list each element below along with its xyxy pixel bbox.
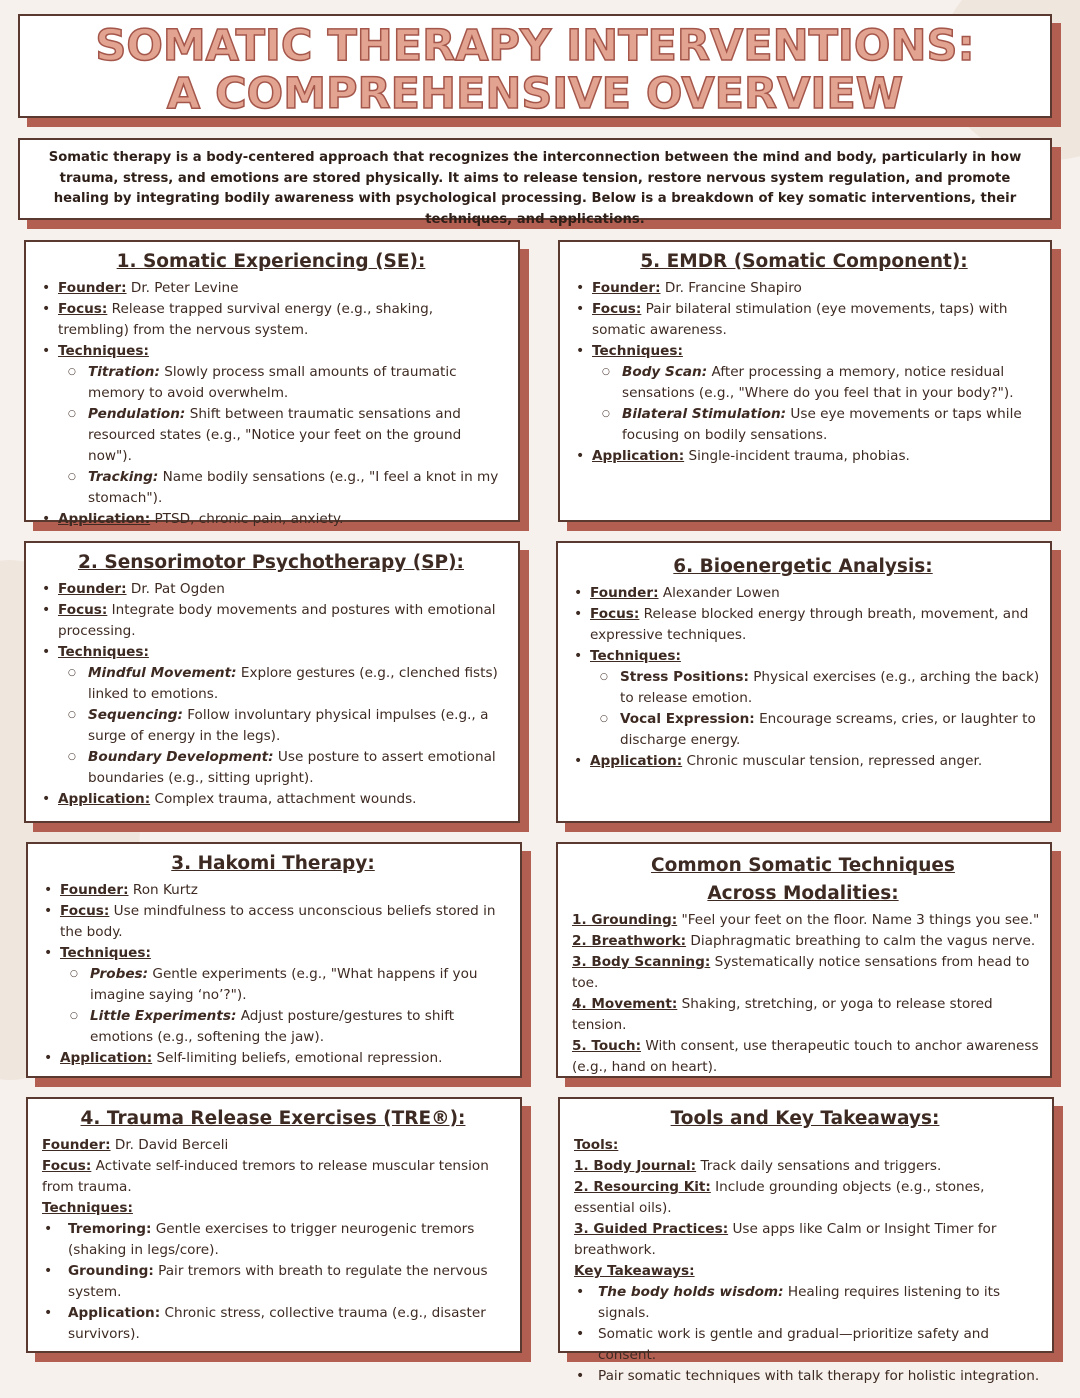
item-text: Name bodily sensations (e.g., "I feel a knot in my stomach").: [88, 469, 499, 506]
item-text: Slowly process small amounts of traumatic memory to avoid overwhelm.: [88, 364, 457, 401]
item-label: Techniques:: [42, 1200, 133, 1216]
item-label: Sequencing:: [88, 707, 183, 723]
item-text: Single-incident trauma, phobias.: [688, 448, 910, 464]
list-item: [566, 583, 1040, 604]
item-label: Techniques:: [60, 945, 151, 961]
item-label: Tools:: [574, 1137, 619, 1153]
item-text: Gentle experiments (e.g., "What happens if you imagine saying ‘no’?").: [90, 966, 478, 1003]
page-title-line-1: SOMATIC THERAPY INTERVENTIONS:: [95, 21, 975, 71]
list-item: [36, 1135, 510, 1156]
item-label: Focus:: [590, 606, 640, 622]
item-text: Complex trauma, attachment wounds.: [154, 791, 417, 807]
item-label: Focus:: [60, 903, 110, 919]
item-label: 3. Guided Practices:: [574, 1221, 729, 1237]
list-item: [36, 1198, 510, 1219]
item-text: Encourage screams, cries, or laughter to discharge energy.: [620, 711, 1036, 748]
item-label: Application:: [58, 791, 151, 807]
item-label: Key Takeaways:: [574, 1263, 695, 1279]
item-label: Body Scan:: [622, 364, 708, 380]
item-text: Use mindfulness to access unconscious beliefs stored in the body.: [60, 903, 496, 940]
list-item: [36, 1303, 510, 1345]
item-label: Bilateral Stimulation:: [622, 406, 787, 422]
item-label: 1. Grounding:: [572, 912, 678, 928]
list-item: [566, 994, 1040, 1036]
item-text: With consent, use therapeutic touch to anchor awareness (e.g., hand on heart).: [572, 1038, 1039, 1075]
item-text: Chronic muscular tension, repressed anger.: [686, 753, 983, 769]
item-label: Founder:: [592, 280, 661, 296]
list-item: [34, 789, 508, 810]
list-item: [568, 1366, 1042, 1387]
card-tools-takeaways: [558, 1097, 1054, 1384]
list-item: [568, 299, 1040, 341]
card-hakomi: [26, 842, 522, 1078]
list-item: [566, 751, 1040, 772]
item-label: Pendulation:: [88, 406, 186, 422]
list-item: [566, 931, 1040, 952]
item-label: Founder:: [58, 280, 127, 296]
item-text: Diaphragmatic breathing to calm the vagus nerve.: [690, 933, 1036, 949]
card-title: 6. Bioenergetic Analysis:: [673, 556, 933, 577]
list-item: [34, 362, 508, 404]
item-label: 4. Movement:: [572, 996, 678, 1012]
list-item: [568, 1282, 1042, 1324]
item-text: Explore gestures (e.g., clenched fists) linked to emotions.: [88, 665, 498, 702]
list-item: [34, 705, 508, 747]
list-item: [36, 901, 510, 943]
item-label: Tracking:: [88, 469, 159, 485]
list-item: [566, 1036, 1040, 1078]
list-item: [36, 964, 510, 1006]
list-item: [34, 509, 508, 530]
item-text: Alexander Lowen: [662, 585, 780, 601]
item-label: 2. Breathwork:: [572, 933, 687, 949]
item-label: 2. Resourcing Kit:: [574, 1179, 711, 1195]
list-item: [36, 1048, 510, 1069]
list-item: [34, 404, 508, 467]
list-item: [566, 910, 1040, 931]
item-label: Grounding:: [68, 1263, 154, 1279]
list-item: [568, 1261, 1042, 1282]
item-text: Track daily sensations and triggers.: [700, 1158, 942, 1174]
list-item: [34, 642, 508, 663]
item-label: Mindful Movement:: [88, 665, 237, 681]
item-label: Boundary Development:: [88, 749, 274, 765]
item-label: Titration:: [88, 364, 160, 380]
list-item: [34, 663, 508, 705]
item-label: Founder:: [58, 581, 127, 597]
item-text: Gentle exercises to trigger neurogenic tremors (shaking in legs/core).: [68, 1221, 475, 1258]
intro-text: Somatic therapy is a body-centered approach that recognizes the interconnection between the mind and body, particularly in how trauma, stress, and emotions are stored physically. It aims to release tension, restore nervous system regulation, and promote healing by integrating bodily awareness with psychological processing. Below is a breakdown of key somatic interventions, their techniques, and applications.: [48, 150, 1022, 227]
item-text: Integrate body movements and postures with emotional processing.: [58, 602, 496, 639]
card-common-techniques: [556, 842, 1052, 1078]
item-text: Use apps like Calm or Insight Timer for breathwork.: [574, 1221, 997, 1258]
list-item: [34, 747, 508, 789]
item-label: Tremoring:: [68, 1221, 152, 1237]
item-label: Founder:: [590, 585, 659, 601]
item-text: Healing requires listening to its signals.: [598, 1284, 1001, 1321]
item-text: Dr. David Berceli: [114, 1137, 229, 1153]
item-label: Focus:: [592, 301, 642, 317]
list-item: [568, 1156, 1042, 1177]
item-label: Founder:: [60, 882, 129, 898]
card-title: 1. Somatic Experiencing (SE):: [116, 251, 426, 272]
list-item: [36, 1006, 510, 1048]
item-label: 3. Body Scanning:: [572, 954, 711, 970]
page-title-line-2: A COMPREHENSIVE OVERVIEW: [166, 69, 904, 119]
item-text: Ron Kurtz: [132, 882, 198, 898]
item-text: Chronic stress, collective trauma (e.g., disaster survivors).: [68, 1305, 486, 1342]
list-item: [566, 646, 1040, 667]
item-text: PTSD, chronic pain, anxiety.: [154, 511, 344, 527]
item-label: 5. Touch:: [572, 1038, 642, 1054]
item-text: Release blocked energy through breath, movement, and expressive techniques.: [590, 606, 1029, 643]
list-item: [36, 943, 510, 964]
item-text: Dr. Peter Levine: [130, 280, 239, 296]
intro-panel: [18, 138, 1052, 227]
list-item: [36, 880, 510, 901]
item-label: Application:: [590, 753, 683, 769]
card-bioenergetic: [556, 541, 1052, 823]
item-label: Founder:: [42, 1137, 111, 1153]
list-item: [568, 362, 1040, 404]
card-title: Tools and Key Takeaways:: [670, 1108, 940, 1129]
item-text: Somatic work is gentle and gradual—prioritize safety and consent.: [598, 1326, 990, 1363]
title-banner: [18, 14, 1052, 118]
list-item: [34, 579, 508, 600]
list-item: [568, 1219, 1042, 1261]
list-item: [566, 667, 1040, 709]
list-item: [36, 1261, 510, 1303]
item-text: Adjust posture/gestures to shift emotions (e.g., softening the jaw).: [90, 1008, 455, 1045]
list-item: [568, 1135, 1042, 1156]
item-text: "Feel your feet on the floor. Name 3 things you see.": [681, 912, 1040, 928]
list-item: [34, 278, 508, 299]
item-label: Focus:: [42, 1158, 92, 1174]
item-text: Physical exercises (e.g., arching the back) to release emotion.: [620, 669, 1040, 706]
list-item: [566, 709, 1040, 751]
item-text: Self-limiting beliefs, emotional repression.: [156, 1050, 443, 1066]
list-item: [568, 404, 1040, 446]
list-item: [566, 604, 1040, 646]
item-label: Probes:: [90, 966, 149, 982]
item-label: Application:: [592, 448, 685, 464]
card-somatic-experiencing: [24, 240, 520, 527]
card-trauma-release: [26, 1097, 522, 1353]
card-emdr: [558, 240, 1052, 522]
item-text: Systematically notice sensations from head to toe.: [572, 954, 1030, 991]
list-item: [568, 278, 1040, 299]
list-item: [36, 1156, 510, 1198]
item-label: Application:: [58, 511, 151, 527]
card-title-line-1: Common Somatic Techniques: [651, 855, 955, 876]
item-text: Use eye movements or taps while focusing on bodily sensations.: [622, 406, 1022, 443]
item-text: Release trapped survival energy (e.g., shaking, trembling) from the nervous system.: [58, 301, 434, 338]
item-label: Application:: [68, 1305, 161, 1321]
item-label: Stress Positions:: [620, 669, 749, 685]
item-text: Pair tremors with breath to regulate the nervous system.: [68, 1263, 488, 1300]
item-text: Follow involuntary physical impulses (e.g., a surge of energy in the legs).: [88, 707, 489, 744]
item-label: Focus:: [58, 301, 108, 317]
item-label: Techniques:: [58, 343, 149, 359]
item-label: Focus:: [58, 602, 108, 618]
card-sensorimotor: [24, 541, 520, 823]
list-item: [568, 1324, 1042, 1366]
item-text: Pair somatic techniques with talk therapy for holistic integration.: [598, 1368, 1040, 1384]
card-title: 4. Trauma Release Exercises (TRE®):: [80, 1108, 466, 1129]
item-text: Include grounding objects (e.g., stones, essential oils).: [574, 1179, 985, 1216]
item-label: Vocal Expression:: [620, 711, 755, 727]
list-item: [568, 446, 1040, 467]
list-item: [566, 952, 1040, 994]
item-text: Shaking, stretching, or yoga to release stored tension.: [572, 996, 993, 1033]
list-item: [34, 600, 508, 642]
item-text: Use posture to assert emotional boundaries (e.g., sitting upright).: [88, 749, 496, 786]
item-text: Dr. Pat Ogden: [130, 581, 225, 597]
card-title: 2. Sensorimotor Psychotherapy (SP):: [78, 552, 464, 573]
item-label: Techniques:: [592, 343, 683, 359]
list-item: [568, 341, 1040, 362]
card-title: 3. Hakomi Therapy:: [171, 853, 375, 874]
list-item: [568, 1177, 1042, 1219]
list-item: [34, 341, 508, 362]
item-text: Shift between traumatic sensations and resourced states (e.g., "Notice your feet on the ground now").: [88, 406, 462, 464]
list-item: [36, 1219, 510, 1261]
list-item: [34, 299, 508, 341]
item-label: 1. Body Journal:: [574, 1158, 697, 1174]
list-item: [34, 467, 508, 509]
item-label: The body holds wisdom:: [598, 1284, 784, 1300]
item-label: Little Experiments:: [90, 1008, 237, 1024]
item-text: Dr. Francine Shapiro: [664, 280, 802, 296]
item-text: Activate self-induced tremors to release muscular tension from trauma.: [42, 1158, 489, 1195]
item-label: Techniques:: [590, 648, 681, 664]
item-label: Application:: [60, 1050, 153, 1066]
item-text: After processing a memory, notice residual sensations (e.g., "Where do you feel that in your body?").: [622, 364, 1014, 401]
item-text: Pair bilateral stimulation (eye movements, taps) with somatic awareness.: [592, 301, 1008, 338]
card-title-line-2: Across Modalities:: [707, 883, 899, 904]
item-label: Techniques:: [58, 644, 149, 660]
card-title: 5. EMDR (Somatic Component):: [640, 251, 968, 272]
